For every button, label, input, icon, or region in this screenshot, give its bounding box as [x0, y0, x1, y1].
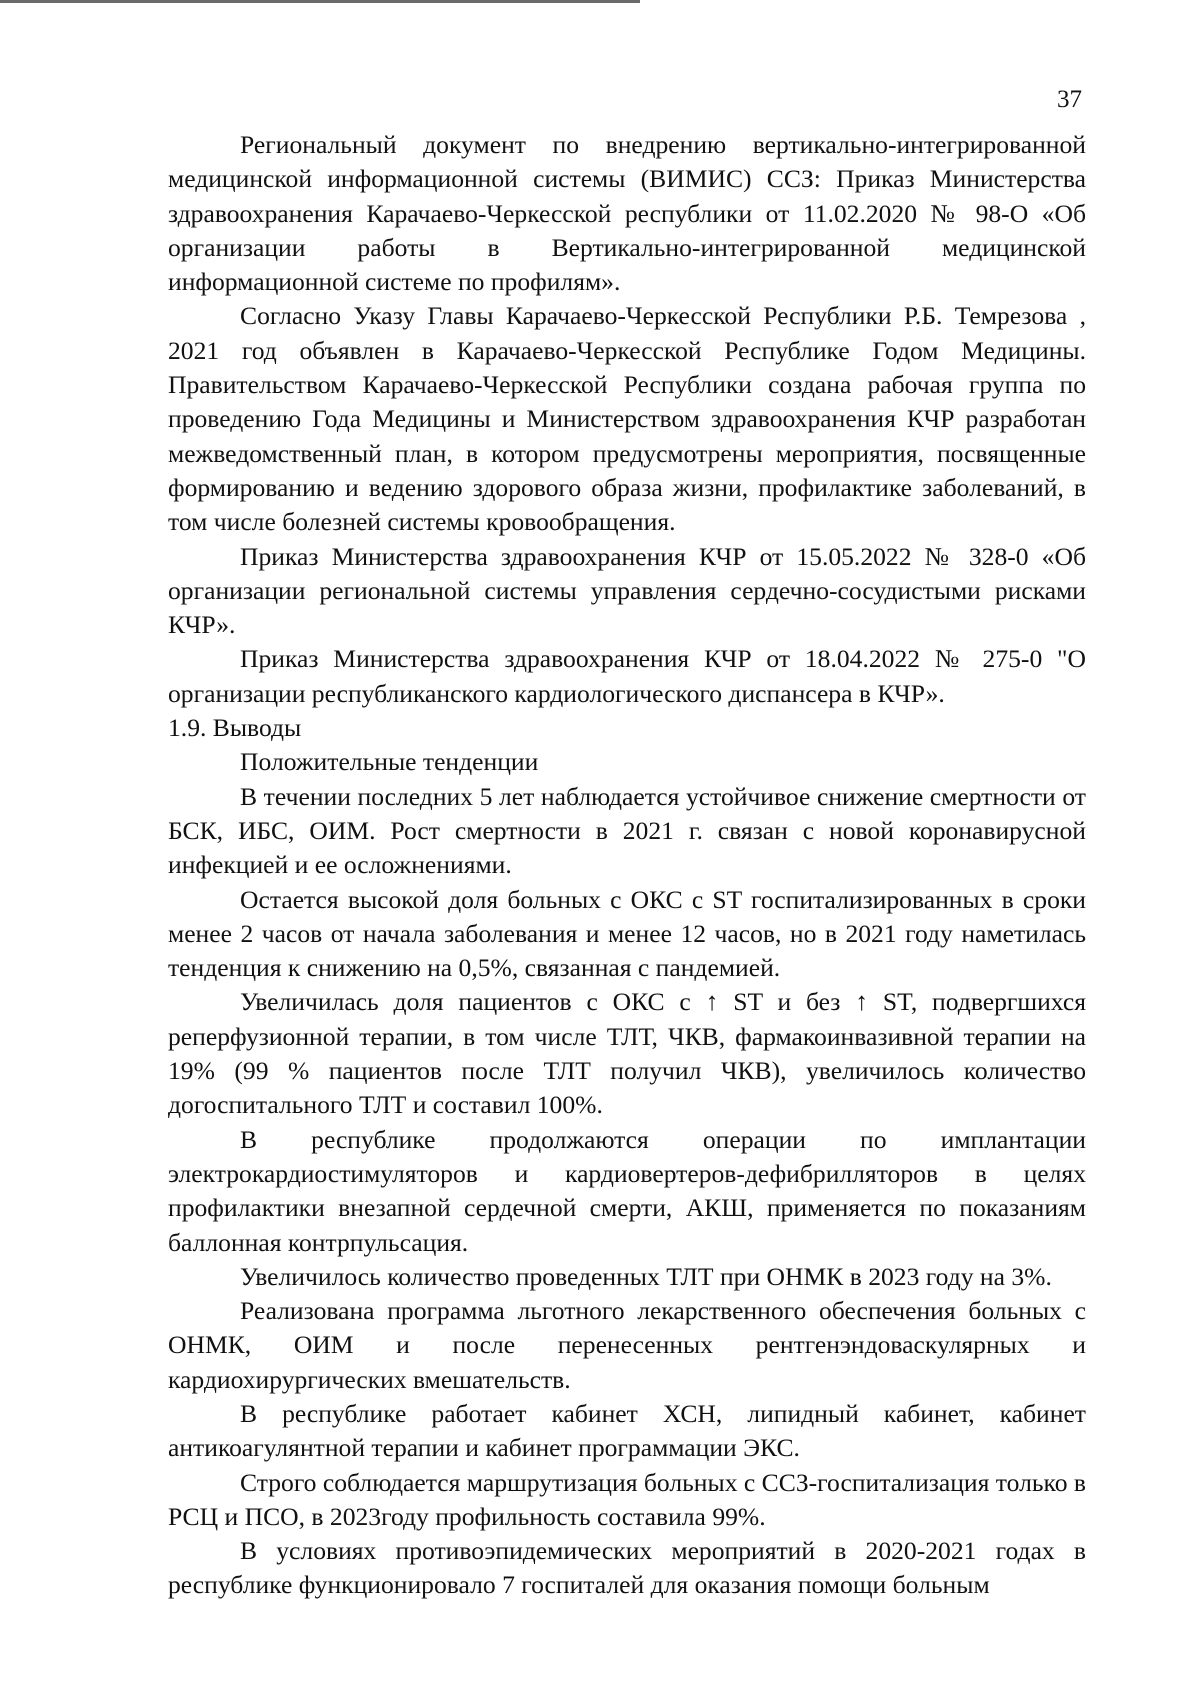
paragraph: В республике работает кабинет ХСН, липидный кабинет, кабинет антикоагулянтной терапии и кабинет программации ЭКС. [168, 1398, 1086, 1463]
paragraph: Согласно Указу Главы Карачаево-Черкесской Республики Р.Б. Темрезова , 2021 год объявлен в Карачаево-Черкесской Республике Годом Медицины. Правительством Карачаево-Черкесской Республики создана рабочая группа по проведению Года Медицины и Министерством здравоохранения КЧР разработан межведомственный план, в котором предусмотрены мероприятия, посвященные формированию и ведению здорового образа жизни, профилактике заболеваний, в том числе болезней системы кровообращения. [168, 301, 1086, 537]
paragraph: В республике продолжаются операции по имплантации электрокардиостимуляторов и кардиовертеров-дефибрилляторов в целях профилактики внезапной сердечной смерти, АКШ, применяется по показаниям баллонная контрпульсация. [168, 1124, 1086, 1257]
page-number: 37 [1057, 86, 1082, 113]
paragraph: Строго соблюдается маршрутизация больных с ССЗ-госпитализация только в РСЦ и ПСО, в 2023году профильность составила 99%. [168, 1467, 1086, 1531]
subheading: Положительные тенденции [240, 747, 539, 777]
paragraph: Приказ Министерства здравоохранения КЧР от 18.04.2022 № 275-0 "О организации республиканского кардиологического диспансера в КЧР». [168, 644, 1086, 708]
paragraph: В течении последних 5 лет наблюдается устойчивое снижение смертности от БСК, ИБС, ОИМ. Рост смертности в 2021 г. связан с новой коронавирусной инфекцией и ее осложнениями. [168, 781, 1086, 880]
section-heading: 1.9. Выводы [168, 713, 302, 743]
paragraph: Остается высокой доля больных с ОКС с ST госпитализированных в сроки менее 2 часов от начала заболевания и менее 12 часов, но в 2021 году наметилась тенденция к снижению на 0,5%, связанная с пандемией. [168, 884, 1086, 983]
paragraph: Реализована программа льготного лекарственного обеспечения больных с ОНМК, ОИМ и после перенесенных рентгенэндоваскулярных и кардиохирургических вмешательств. [168, 1296, 1086, 1394]
paragraph: Региональный документ по внедрению вертикально-интегрированной медицинской информационной системы (ВИМИС) ССЗ: Приказ Министерства здравоохранения Карачаево-Черкесской республики от 11.02.2020 № 98-О «Об организации работы в Вертикально-интегрированной медицинской информационной системе по профилям». [168, 130, 1086, 297]
document-body [168, 128, 1086, 1603]
scan-edge-line [0, 0, 640, 3]
paragraph: Приказ Министерства здравоохранения КЧР от 15.05.2022 № 328-0 «Об организации региональной системы управления сердечно-сосудистыми рисками КЧР». [168, 541, 1086, 640]
paragraph: Увеличилась доля пациентов с ОКС с ↑ ST и без ↑ ST, подвергшихся реперфузионной терапии, в том числе ТЛТ, ЧКВ, фармакоинвазивной терапии на 19% (99 % пациентов после ТЛТ получил ЧКВ), увеличилось количество догоспитального ТЛТ и составил 100%. [168, 987, 1086, 1120]
paragraph: В условиях противоэпидемических мероприятий в 2020-2021 годах в республике функционировало 7 госпиталей для оказания помощи больным [168, 1536, 1086, 1600]
paragraph: Увеличилось количество проведенных ТЛТ при ОНМК в 2023 году на 3%. [240, 1261, 1052, 1291]
